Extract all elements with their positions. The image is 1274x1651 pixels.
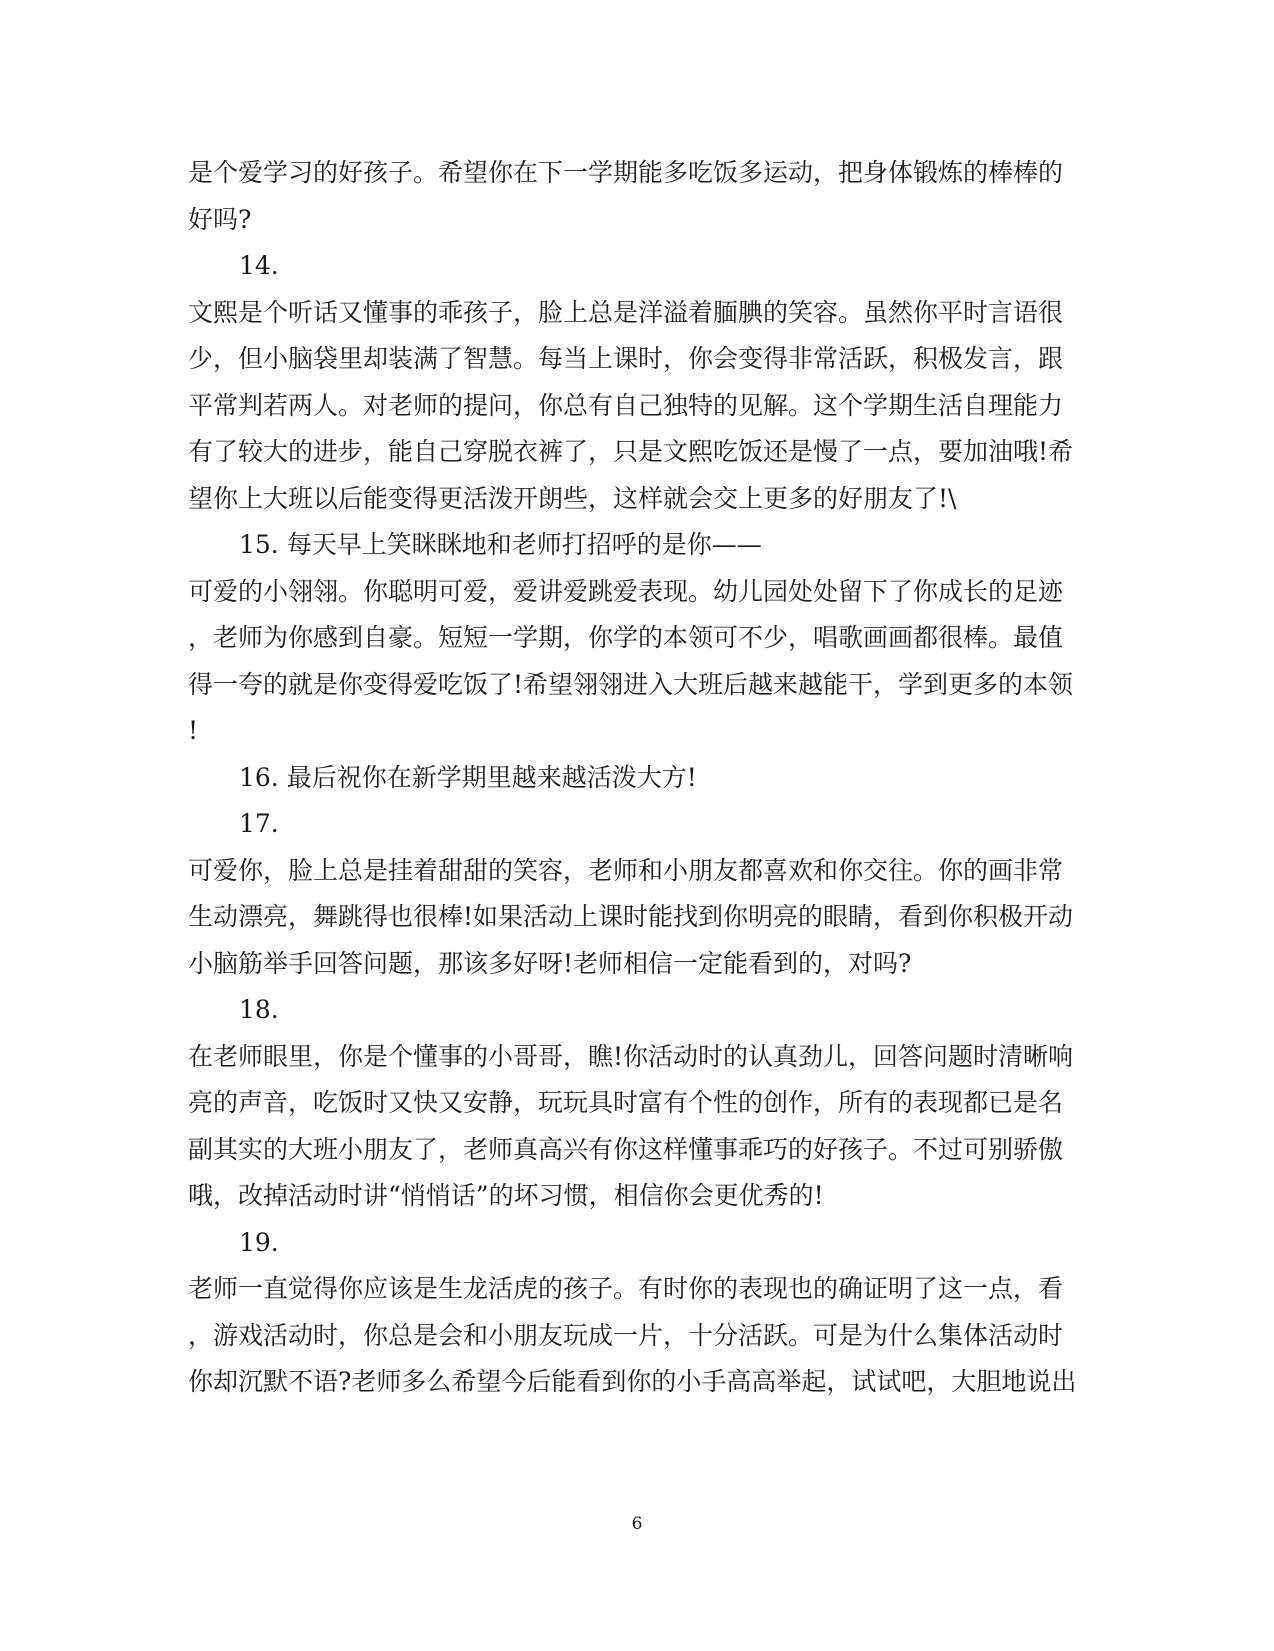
text-line: 17.: [239, 809, 279, 838]
text-line: 老师一直觉得你应该是生龙活虎的孩子。有时你的表现也的确证明了这一点，看: [188, 1274, 1064, 1303]
text-line: 是个爱学习的好孩子。希望你在下一学期能多吃饭多运动，把身体锻炼的棒棒的: [188, 158, 1064, 187]
text-line: 你却沉默不语?老师多么希望今后能看到你的小手高高举起，试试吧，大胆地说出: [188, 1367, 1077, 1396]
text-line: 好吗?: [188, 204, 252, 234]
text-line: 可爱你，脸上总是挂着甜甜的笑容，老师和小朋友都喜欢和你交往。你的画非常: [188, 855, 1064, 885]
text-line: 18.: [239, 995, 279, 1024]
text-line: 15. 每天早上笑眯眯地和老师打招呼的是你——: [239, 530, 762, 559]
text-line: 得一夸的就是你变得爱吃饭了!希望翎翎进入大班后越来越能干，学到更多的本领: [188, 669, 1074, 699]
text-line: 在老师眼里，你是个懂事的小哥哥，瞧!你活动时的认真劲儿，回答问题时清晰响: [188, 1041, 1074, 1071]
text-line: 平常判若两人。对老师的提问，你总有自己独特的见解。这个学期生活自理能力: [188, 390, 1064, 420]
text-line: 望你上大班以后能变得更活泼开朗些，这样就会交上更多的好朋友了!\: [188, 483, 957, 513]
text-line: 亮的声音，吃饭时又快又安静，玩玩具时富有个性的创作，所有的表现都已是名: [188, 1088, 1064, 1117]
text-line: 副其实的大班小朋友了，老师真高兴有你这样懂事乖巧的好孩子。不过可别骄傲: [188, 1134, 1064, 1164]
text-line: 14.: [239, 251, 279, 280]
text-line: 有了较大的进步，能自己穿脱衣裤了，只是文熙吃饭还是慢了一点，要加油哦!希: [188, 437, 1074, 466]
text-line: 生动漂亮，舞跳得也很棒!如果活动上课时能找到你明亮的眼睛，看到你积极开动: [188, 902, 1074, 931]
text-line: 小脑筋举手回答问题，那该多好呀!老师相信一定能看到的，对吗?: [188, 948, 912, 978]
text-line: 少，但小脑袋里却装满了智慧。每当上课时，你会变得非常活跃，积极发言，跟: [188, 344, 1064, 373]
text-line: ，老师为你感到自豪。短短一学期，你学的本领可不少，唱歌画画都很棒。最值: [188, 623, 1064, 652]
text-line: 哦，改掉活动时讲“悄悄话”的坏习惯，相信你会更优秀的!: [188, 1181, 824, 1210]
text-line: 19.: [239, 1227, 279, 1257]
text-line: !: [188, 716, 199, 745]
page-number: 6: [631, 1514, 643, 1534]
text-line: ，游戏活动时，你总是会和小朋友玩成一片，十分活跃。可是为什么集体活动时: [188, 1320, 1064, 1350]
text-line: 16. 最后祝你在新学期里越来越活泼大方!: [239, 762, 697, 792]
text-line: 可爱的小翎翎。你聪明可爱，爱讲爱跳爱表现。幼儿园处处留下了你成长的足迹: [188, 576, 1064, 606]
text-line: 文熙是个听话又懂事的乖孩子，脸上总是洋溢着腼腆的笑容。虽然你平时言语很: [188, 297, 1064, 327]
